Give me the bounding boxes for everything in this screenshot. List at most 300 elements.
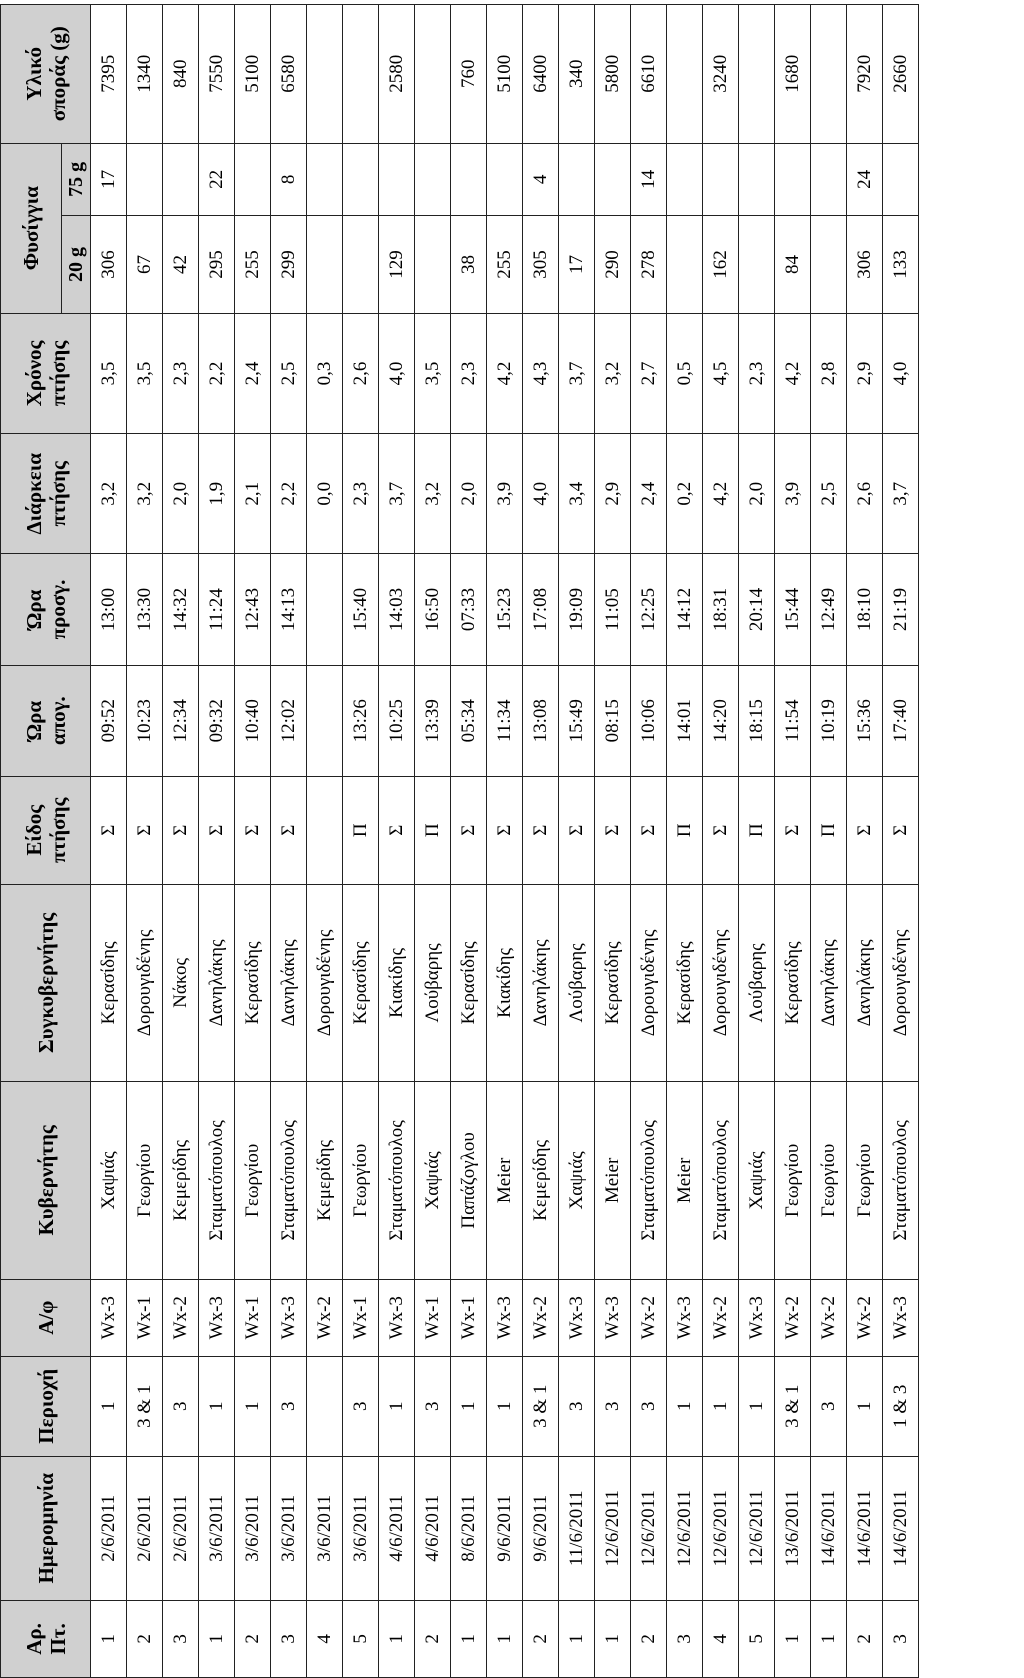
flight-time-cell: 2,9 bbox=[847, 313, 883, 433]
flight-type-cell: Σ bbox=[559, 776, 595, 884]
landing-time-cell: 11:05 bbox=[595, 554, 631, 665]
aircraft-cell: Wx-1 bbox=[235, 1279, 271, 1356]
takeoff-time-cell: 18:15 bbox=[739, 665, 775, 776]
duration-cell: 3,2 bbox=[415, 434, 451, 554]
flight-type-cell bbox=[307, 776, 343, 884]
date-cell: 14/6/2011 bbox=[811, 1456, 847, 1600]
flares-75g-cell: 14 bbox=[631, 143, 667, 216]
pilot-cell: Χαψιάς bbox=[559, 1082, 595, 1279]
flares-20g-cell: 84 bbox=[775, 216, 811, 314]
flight-type-cell: Σ bbox=[847, 776, 883, 884]
duration-cell: 3,9 bbox=[775, 434, 811, 554]
flight-number-cell: 3 bbox=[667, 1600, 703, 1677]
header-row bbox=[1, 5, 62, 1678]
date-cell: 3/6/2011 bbox=[307, 1456, 343, 1600]
takeoff-time-cell: 09:52 bbox=[91, 665, 127, 776]
date-cell: 3/6/2011 bbox=[199, 1456, 235, 1600]
table-row bbox=[883, 5, 919, 1678]
area-cell: 3 bbox=[559, 1356, 595, 1456]
table-row bbox=[559, 5, 595, 1678]
flares-20g-cell: 295 bbox=[199, 216, 235, 314]
seed-material-cell: 2660 bbox=[883, 5, 919, 144]
aircraft-cell: Wx-2 bbox=[523, 1279, 559, 1356]
flares-20g-cell bbox=[667, 216, 703, 314]
takeoff-time-cell: 10:25 bbox=[379, 665, 415, 776]
flares-20g-cell: 38 bbox=[451, 216, 487, 314]
table-row bbox=[235, 5, 271, 1678]
copilot-cell: Δανηλάκης bbox=[523, 884, 559, 1081]
flight-type-cell: Σ bbox=[235, 776, 271, 884]
col-flight-time-header: Χρόνος πτήσης bbox=[1, 313, 91, 433]
flares-75g-cell: 22 bbox=[199, 143, 235, 216]
flares-75g-cell bbox=[343, 143, 379, 216]
copilot-cell: Νάκος bbox=[163, 884, 199, 1081]
col-date-header: Ημερομηνία bbox=[1, 1456, 91, 1600]
flight-number-cell: 4 bbox=[703, 1600, 739, 1677]
flight-time-cell: 4,5 bbox=[703, 313, 739, 433]
takeoff-time-cell: 13:39 bbox=[415, 665, 451, 776]
flight-number-cell: 3 bbox=[163, 1600, 199, 1677]
flares-20g-cell bbox=[415, 216, 451, 314]
flares-20g-cell: 290 bbox=[595, 216, 631, 314]
flight-type-cell: Σ bbox=[451, 776, 487, 884]
flight-type-cell: Σ bbox=[595, 776, 631, 884]
landing-time-cell: 13:30 bbox=[127, 554, 163, 665]
area-cell: 1 bbox=[667, 1356, 703, 1456]
date-cell: 13/6/2011 bbox=[775, 1456, 811, 1600]
seed-material-cell: 840 bbox=[163, 5, 199, 144]
area-cell: 1 bbox=[235, 1356, 271, 1456]
table-row bbox=[739, 5, 775, 1678]
col-flight-type-header: Είδος πτήσης bbox=[1, 776, 91, 884]
table-row bbox=[595, 5, 631, 1678]
copilot-cell: Κερασίδης bbox=[595, 884, 631, 1081]
area-cell: 1 bbox=[451, 1356, 487, 1456]
seed-material-cell bbox=[343, 5, 379, 144]
date-cell: 2/6/2011 bbox=[127, 1456, 163, 1600]
aircraft-cell: Wx-2 bbox=[703, 1279, 739, 1356]
copilot-cell: Δορουγιδένης bbox=[127, 884, 163, 1081]
flares-75g-cell bbox=[127, 143, 163, 216]
area-cell: 1 bbox=[379, 1356, 415, 1456]
table-row bbox=[775, 5, 811, 1678]
copilot-cell: Δανηλάκης bbox=[847, 884, 883, 1081]
flight-log-table bbox=[0, 4, 919, 1678]
col-landing-header: Ώρα προσγ. bbox=[1, 554, 91, 665]
aircraft-cell: Wx-3 bbox=[667, 1279, 703, 1356]
date-cell: 3/6/2011 bbox=[271, 1456, 307, 1600]
flares-20g-cell: 67 bbox=[127, 216, 163, 314]
table-row bbox=[415, 5, 451, 1678]
area-cell: 1 bbox=[847, 1356, 883, 1456]
aircraft-cell: Wx-3 bbox=[91, 1279, 127, 1356]
pilot-cell: Σταματόπουλος bbox=[631, 1082, 667, 1279]
flight-type-cell: Σ bbox=[883, 776, 919, 884]
date-cell: 8/6/2011 bbox=[451, 1456, 487, 1600]
flight-number-cell: 1 bbox=[91, 1600, 127, 1677]
seed-material-cell bbox=[307, 5, 343, 144]
pilot-cell: Σταματόπουλος bbox=[199, 1082, 235, 1279]
aircraft-cell: Wx-3 bbox=[559, 1279, 595, 1356]
flight-type-cell: Σ bbox=[163, 776, 199, 884]
landing-time-cell: 07:33 bbox=[451, 554, 487, 665]
landing-time-cell: 15:40 bbox=[343, 554, 379, 665]
table-body bbox=[91, 5, 919, 1678]
pilot-cell: Σταματόπουλος bbox=[703, 1082, 739, 1279]
flight-type-cell: Σ bbox=[775, 776, 811, 884]
duration-cell: 4,2 bbox=[703, 434, 739, 554]
pilot-cell: Σταματόπουλος bbox=[379, 1082, 415, 1279]
table-row bbox=[811, 5, 847, 1678]
seed-material-cell: 340 bbox=[559, 5, 595, 144]
landing-time-cell: 15:44 bbox=[775, 554, 811, 665]
landing-time-cell: 12:25 bbox=[631, 554, 667, 665]
flight-number-cell: 2 bbox=[127, 1600, 163, 1677]
pilot-cell: Γεωργίου bbox=[847, 1082, 883, 1279]
copilot-cell: Δορουγιδένης bbox=[703, 884, 739, 1081]
flares-20g-cell: 305 bbox=[523, 216, 559, 314]
flight-number-cell: 1 bbox=[559, 1600, 595, 1677]
flares-75g-cell bbox=[307, 143, 343, 216]
copilot-cell: Κερασίδης bbox=[235, 884, 271, 1081]
pilot-cell: Γεωργίου bbox=[775, 1082, 811, 1279]
flight-type-cell: Σ bbox=[631, 776, 667, 884]
area-cell: 3 bbox=[163, 1356, 199, 1456]
col-duration-header: Διάρκεια πτήσης bbox=[1, 434, 91, 554]
date-cell: 12/6/2011 bbox=[739, 1456, 775, 1600]
aircraft-cell: Wx-1 bbox=[127, 1279, 163, 1356]
pilot-cell: Κεμερίδης bbox=[163, 1082, 199, 1279]
flares-20g-cell bbox=[307, 216, 343, 314]
seed-material-cell bbox=[811, 5, 847, 144]
flares-20g-cell bbox=[739, 216, 775, 314]
pilot-cell: Γεωργίου bbox=[127, 1082, 163, 1279]
takeoff-time-cell: 13:26 bbox=[343, 665, 379, 776]
duration-cell: 2,1 bbox=[235, 434, 271, 554]
flight-time-cell: 3,2 bbox=[595, 313, 631, 433]
seed-material-cell: 7920 bbox=[847, 5, 883, 144]
flight-time-cell: 3,7 bbox=[559, 313, 595, 433]
aircraft-cell: Wx-3 bbox=[883, 1279, 919, 1356]
col-area-header: Περιοχή bbox=[1, 1356, 91, 1456]
date-cell: 12/6/2011 bbox=[703, 1456, 739, 1600]
flares-75g-cell bbox=[379, 143, 415, 216]
aircraft-cell: Wx-1 bbox=[415, 1279, 451, 1356]
aircraft-cell: Wx-3 bbox=[595, 1279, 631, 1356]
flares-75g-cell bbox=[235, 143, 271, 216]
aircraft-cell: Wx-2 bbox=[847, 1279, 883, 1356]
flight-type-cell: Π bbox=[811, 776, 847, 884]
duration-cell: 2,6 bbox=[847, 434, 883, 554]
date-cell: 4/6/2011 bbox=[379, 1456, 415, 1600]
seed-material-cell bbox=[667, 5, 703, 144]
table-row bbox=[127, 5, 163, 1678]
copilot-cell: Λούβαρης bbox=[559, 884, 595, 1081]
flares-75g-cell bbox=[595, 143, 631, 216]
col-flares-header: Φυσίγγια bbox=[1, 143, 62, 313]
duration-cell: 4,0 bbox=[523, 434, 559, 554]
landing-time-cell: 13:00 bbox=[91, 554, 127, 665]
flares-75g-cell bbox=[163, 143, 199, 216]
landing-time-cell: 14:03 bbox=[379, 554, 415, 665]
flight-type-cell: Σ bbox=[523, 776, 559, 884]
pilot-cell: Γεωργίου bbox=[343, 1082, 379, 1279]
area-cell: 3 & 1 bbox=[523, 1356, 559, 1456]
duration-cell: 3,9 bbox=[487, 434, 523, 554]
landing-time-cell: 14:13 bbox=[271, 554, 307, 665]
landing-time-cell: 14:32 bbox=[163, 554, 199, 665]
flight-time-cell: 2,2 bbox=[199, 313, 235, 433]
landing-time-cell: 16:50 bbox=[415, 554, 451, 665]
takeoff-time-cell: 17:40 bbox=[883, 665, 919, 776]
flight-type-cell: Σ bbox=[271, 776, 307, 884]
flares-75g-cell: 17 bbox=[91, 143, 127, 216]
area-cell: 3 & 1 bbox=[127, 1356, 163, 1456]
date-cell: 14/6/2011 bbox=[847, 1456, 883, 1600]
takeoff-time-cell: 05:34 bbox=[451, 665, 487, 776]
flight-time-cell: 2,5 bbox=[271, 313, 307, 433]
seed-material-cell: 1680 bbox=[775, 5, 811, 144]
landing-time-cell: 11:24 bbox=[199, 554, 235, 665]
flares-75g-cell bbox=[667, 143, 703, 216]
table-row bbox=[847, 5, 883, 1678]
area-cell: 3 bbox=[595, 1356, 631, 1456]
area-cell: 3 bbox=[415, 1356, 451, 1456]
takeoff-time-cell: 11:34 bbox=[487, 665, 523, 776]
area-cell: 1 bbox=[487, 1356, 523, 1456]
duration-cell: 2,9 bbox=[595, 434, 631, 554]
copilot-cell: Κερασίδης bbox=[667, 884, 703, 1081]
duration-cell: 3,7 bbox=[379, 434, 415, 554]
flight-type-cell: Σ bbox=[379, 776, 415, 884]
flight-time-cell: 0,3 bbox=[307, 313, 343, 433]
seed-material-cell: 5100 bbox=[235, 5, 271, 144]
landing-time-cell: 19:09 bbox=[559, 554, 595, 665]
area-cell: 3 & 1 bbox=[775, 1356, 811, 1456]
seed-material-cell: 7550 bbox=[199, 5, 235, 144]
seed-material-cell: 6610 bbox=[631, 5, 667, 144]
takeoff-time-cell: 09:32 bbox=[199, 665, 235, 776]
copilot-cell: Κερασίδης bbox=[343, 884, 379, 1081]
aircraft-cell: Wx-3 bbox=[199, 1279, 235, 1356]
copilot-cell: Δορουγιδένης bbox=[631, 884, 667, 1081]
seed-material-cell bbox=[415, 5, 451, 144]
landing-time-cell: 14:12 bbox=[667, 554, 703, 665]
seed-material-cell bbox=[739, 5, 775, 144]
takeoff-time-cell: 14:01 bbox=[667, 665, 703, 776]
flight-type-cell: Σ bbox=[127, 776, 163, 884]
aircraft-cell: Wx-2 bbox=[307, 1279, 343, 1356]
pilot-cell: Χαψιάς bbox=[739, 1082, 775, 1279]
duration-cell: 2,3 bbox=[343, 434, 379, 554]
takeoff-time-cell: 13:08 bbox=[523, 665, 559, 776]
flight-time-cell: 4,2 bbox=[775, 313, 811, 433]
pilot-cell: Παπάζογλου bbox=[451, 1082, 487, 1279]
date-cell: 3/6/2011 bbox=[235, 1456, 271, 1600]
table-row bbox=[451, 5, 487, 1678]
duration-cell: 2,0 bbox=[739, 434, 775, 554]
aircraft-cell: Wx-1 bbox=[451, 1279, 487, 1356]
copilot-cell: Κιακίδης bbox=[379, 884, 415, 1081]
area-cell: 3 bbox=[271, 1356, 307, 1456]
flares-75g-cell bbox=[487, 143, 523, 216]
col-takeoff-header: Ώρα απογ. bbox=[1, 665, 91, 776]
flight-type-cell: Π bbox=[667, 776, 703, 884]
flares-20g-cell: 133 bbox=[883, 216, 919, 314]
flares-20g-cell: 162 bbox=[703, 216, 739, 314]
pilot-cell: Χαψιάς bbox=[415, 1082, 451, 1279]
aircraft-cell: Wx-3 bbox=[271, 1279, 307, 1356]
flight-time-cell: 4,3 bbox=[523, 313, 559, 433]
duration-cell: 2,2 bbox=[271, 434, 307, 554]
flares-20g-cell bbox=[811, 216, 847, 314]
flares-20g-cell bbox=[343, 216, 379, 314]
flares-75g-cell bbox=[811, 143, 847, 216]
flight-number-cell: 1 bbox=[811, 1600, 847, 1677]
seed-material-cell: 5800 bbox=[595, 5, 631, 144]
duration-cell: 2,0 bbox=[451, 434, 487, 554]
pilot-cell: Σταματόπουλος bbox=[883, 1082, 919, 1279]
flares-20g-cell: 255 bbox=[235, 216, 271, 314]
flight-number-cell: 1 bbox=[379, 1600, 415, 1677]
landing-time-cell: 21:19 bbox=[883, 554, 919, 665]
aircraft-cell: Wx-2 bbox=[631, 1279, 667, 1356]
takeoff-time-cell: 12:34 bbox=[163, 665, 199, 776]
date-cell: 2/6/2011 bbox=[163, 1456, 199, 1600]
duration-cell: 1,9 bbox=[199, 434, 235, 554]
col-flares-75g-header: 75 g bbox=[62, 143, 91, 216]
table-row bbox=[523, 5, 559, 1678]
copilot-cell: Κιακίδης bbox=[487, 884, 523, 1081]
landing-time-cell: 12:49 bbox=[811, 554, 847, 665]
area-cell bbox=[307, 1356, 343, 1456]
date-cell: 11/6/2011 bbox=[559, 1456, 595, 1600]
col-aircraft-header: Α/φ bbox=[1, 1279, 91, 1356]
copilot-cell: Κερασίδης bbox=[775, 884, 811, 1081]
aircraft-cell: Wx-2 bbox=[811, 1279, 847, 1356]
landing-time-cell: 18:10 bbox=[847, 554, 883, 665]
date-cell: 2/6/2011 bbox=[91, 1456, 127, 1600]
flight-type-cell: Σ bbox=[703, 776, 739, 884]
duration-cell: 3,2 bbox=[127, 434, 163, 554]
copilot-cell: Κερασίδης bbox=[91, 884, 127, 1081]
copilot-cell: Λούβαρης bbox=[415, 884, 451, 1081]
flight-time-cell: 4,0 bbox=[379, 313, 415, 433]
landing-time-cell: 18:31 bbox=[703, 554, 739, 665]
pilot-cell: Χαψιάς bbox=[91, 1082, 127, 1279]
flight-number-cell: 3 bbox=[271, 1600, 307, 1677]
flares-75g-cell bbox=[415, 143, 451, 216]
landing-time-cell: 17:08 bbox=[523, 554, 559, 665]
takeoff-time-cell: 12:02 bbox=[271, 665, 307, 776]
duration-cell: 3,2 bbox=[91, 434, 127, 554]
pilot-cell: Γεωργίου bbox=[235, 1082, 271, 1279]
takeoff-time-cell: 08:15 bbox=[595, 665, 631, 776]
table-row bbox=[703, 5, 739, 1678]
flight-number-cell: 4 bbox=[307, 1600, 343, 1677]
takeoff-time-cell: 10:40 bbox=[235, 665, 271, 776]
duration-cell: 2,4 bbox=[631, 434, 667, 554]
flares-75g-cell bbox=[559, 143, 595, 216]
copilot-cell: Κερασίδης bbox=[451, 884, 487, 1081]
flight-type-cell: Π bbox=[739, 776, 775, 884]
flight-type-cell: Π bbox=[415, 776, 451, 884]
copilot-cell: Λούβαρης bbox=[739, 884, 775, 1081]
seed-material-cell: 6580 bbox=[271, 5, 307, 144]
flight-number-cell: 3 bbox=[883, 1600, 919, 1677]
flight-number-cell: 1 bbox=[775, 1600, 811, 1677]
seed-material-cell: 7395 bbox=[91, 5, 127, 144]
table-row bbox=[667, 5, 703, 1678]
seed-material-cell: 2580 bbox=[379, 5, 415, 144]
seed-material-cell: 5100 bbox=[487, 5, 523, 144]
landing-time-cell: 12:43 bbox=[235, 554, 271, 665]
landing-time-cell: 15:23 bbox=[487, 554, 523, 665]
copilot-cell: Δανηλάκης bbox=[199, 884, 235, 1081]
duration-cell: 0,2 bbox=[667, 434, 703, 554]
aircraft-cell: Wx-1 bbox=[343, 1279, 379, 1356]
flight-time-cell: 2,6 bbox=[343, 313, 379, 433]
aircraft-cell: Wx-2 bbox=[163, 1279, 199, 1356]
flight-time-cell: 4,2 bbox=[487, 313, 523, 433]
seed-material-cell: 6400 bbox=[523, 5, 559, 144]
takeoff-time-cell: 11:54 bbox=[775, 665, 811, 776]
table-row bbox=[163, 5, 199, 1678]
area-cell: 1 bbox=[703, 1356, 739, 1456]
table-row bbox=[487, 5, 523, 1678]
pilot-cell: Κεμερίδης bbox=[523, 1082, 559, 1279]
flight-time-cell: 3,5 bbox=[91, 313, 127, 433]
flight-number-cell: 2 bbox=[847, 1600, 883, 1677]
seed-material-cell: 760 bbox=[451, 5, 487, 144]
table-row bbox=[631, 5, 667, 1678]
flares-20g-cell: 17 bbox=[559, 216, 595, 314]
flight-number-cell: 2 bbox=[523, 1600, 559, 1677]
date-cell: 9/6/2011 bbox=[487, 1456, 523, 1600]
table-row bbox=[379, 5, 415, 1678]
flight-type-cell: Π bbox=[343, 776, 379, 884]
duration-cell: 2,0 bbox=[163, 434, 199, 554]
flares-75g-cell: 4 bbox=[523, 143, 559, 216]
flight-time-cell: 2,4 bbox=[235, 313, 271, 433]
col-flares-20g-header: 20 g bbox=[62, 216, 91, 314]
flight-type-cell: Σ bbox=[91, 776, 127, 884]
flight-time-cell: 2,3 bbox=[163, 313, 199, 433]
flares-75g-cell: 24 bbox=[847, 143, 883, 216]
flight-time-cell: 3,5 bbox=[127, 313, 163, 433]
table-row bbox=[307, 5, 343, 1678]
takeoff-time-cell: 14:20 bbox=[703, 665, 739, 776]
pilot-cell: Meier bbox=[595, 1082, 631, 1279]
flares-20g-cell: 306 bbox=[847, 216, 883, 314]
flares-20g-cell: 299 bbox=[271, 216, 307, 314]
area-cell: 1 bbox=[91, 1356, 127, 1456]
flares-75g-cell bbox=[883, 143, 919, 216]
pilot-cell: Σταματόπουλος bbox=[271, 1082, 307, 1279]
flight-number-cell: 2 bbox=[415, 1600, 451, 1677]
copilot-cell: Δανηλάκης bbox=[811, 884, 847, 1081]
flares-75g-cell bbox=[451, 143, 487, 216]
takeoff-time-cell: 15:49 bbox=[559, 665, 595, 776]
date-cell: 14/6/2011 bbox=[883, 1456, 919, 1600]
flares-75g-cell bbox=[775, 143, 811, 216]
landing-time-cell: 20:14 bbox=[739, 554, 775, 665]
flight-time-cell: 2,7 bbox=[631, 313, 667, 433]
flight-number-cell: 5 bbox=[343, 1600, 379, 1677]
area-cell: 3 bbox=[811, 1356, 847, 1456]
aircraft-cell: Wx-2 bbox=[775, 1279, 811, 1356]
takeoff-time-cell: 10:06 bbox=[631, 665, 667, 776]
